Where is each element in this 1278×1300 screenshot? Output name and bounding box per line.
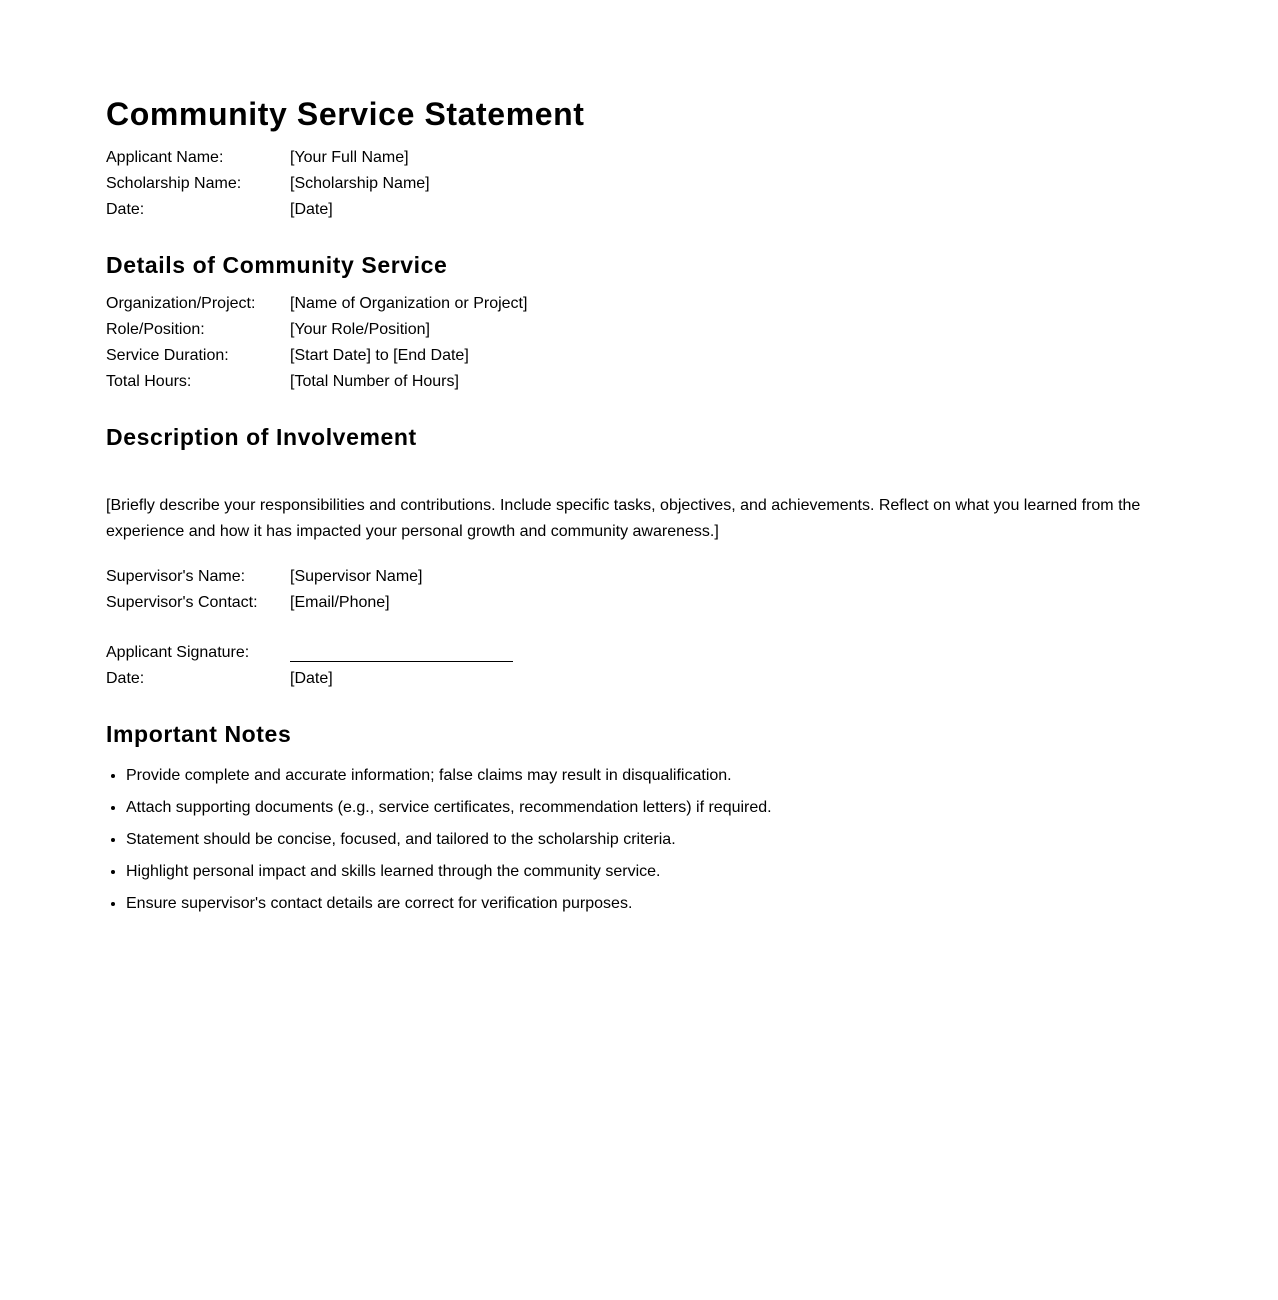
supervisor-info (106, 564, 1186, 616)
field-row-supervisor-contact (106, 590, 1186, 616)
field-label: Scholarship Name: (106, 175, 242, 192)
involvement-description: [Briefly describe your responsibilities and contributions. Include specific tasks, objectives, and achievements. Reflect on what you learned from the experience and how it has impacted your personal growth and community awareness.] (106, 497, 1141, 540)
field-label: Supervisor's Name: (106, 568, 246, 585)
field-value: [Your Role/Position] (290, 321, 430, 338)
signature-block (106, 640, 1186, 692)
field-row-total-hours (106, 369, 1186, 395)
list-item: • Provide complete and accurate information; false claims may result in disqualification. (126, 762, 772, 794)
field-label: Service Duration: (106, 347, 229, 364)
field-value: [Supervisor Name] (290, 568, 423, 585)
details-heading: Details of Community Service (106, 252, 448, 278)
signature-line (290, 661, 513, 662)
field-row-role (106, 317, 1186, 343)
field-row-date (106, 197, 1186, 223)
field-value: [Name of Organization or Project] (290, 295, 528, 312)
list-item: • Ensure supervisor's contact details are correct for verification purposes. (126, 890, 772, 922)
signature-label: Applicant Signature: (106, 644, 250, 661)
field-label: Applicant Name: (106, 149, 224, 166)
field-label: Role/Position: (106, 321, 205, 338)
list-item: • Attach supporting documents (e.g., service certificates, recommendation letters) if required. (126, 794, 772, 826)
notes-list (106, 762, 772, 922)
involvement-heading: Description of Involvement (106, 424, 417, 450)
field-value: [Start Date] to [End Date] (290, 347, 469, 364)
field-label: Organization/Project: (106, 295, 256, 312)
field-label: Supervisor's Contact: (106, 594, 258, 611)
field-row-duration (106, 343, 1186, 369)
field-value: [Email/Phone] (290, 594, 390, 611)
field-row-signature (106, 640, 1186, 666)
field-label: Date: (106, 201, 145, 218)
applicant-info (106, 145, 1186, 223)
page-title: Community Service Statement (106, 96, 585, 132)
field-value: [Date] (290, 670, 333, 687)
list-item: • Statement should be concise, focused, and tailored to the scholarship criteria. (126, 826, 772, 858)
field-label: Total Hours: (106, 373, 192, 390)
field-row-signature-date (106, 666, 1186, 692)
field-row-organization (106, 291, 1186, 317)
field-value: [Total Number of Hours] (290, 373, 459, 390)
service-details (106, 291, 1186, 395)
field-row-applicant-name (106, 145, 1186, 171)
list-item: • Highlight personal impact and skills learned through the community service. (126, 858, 772, 890)
field-row-scholarship-name (106, 171, 1186, 197)
field-label: Date: (106, 670, 145, 687)
field-value: [Your Full Name] (290, 149, 409, 166)
field-row-supervisor-name (106, 564, 1186, 590)
notes-heading: Important Notes (106, 721, 292, 747)
field-value: [Scholarship Name] (290, 175, 430, 192)
field-value: [Date] (290, 201, 333, 218)
